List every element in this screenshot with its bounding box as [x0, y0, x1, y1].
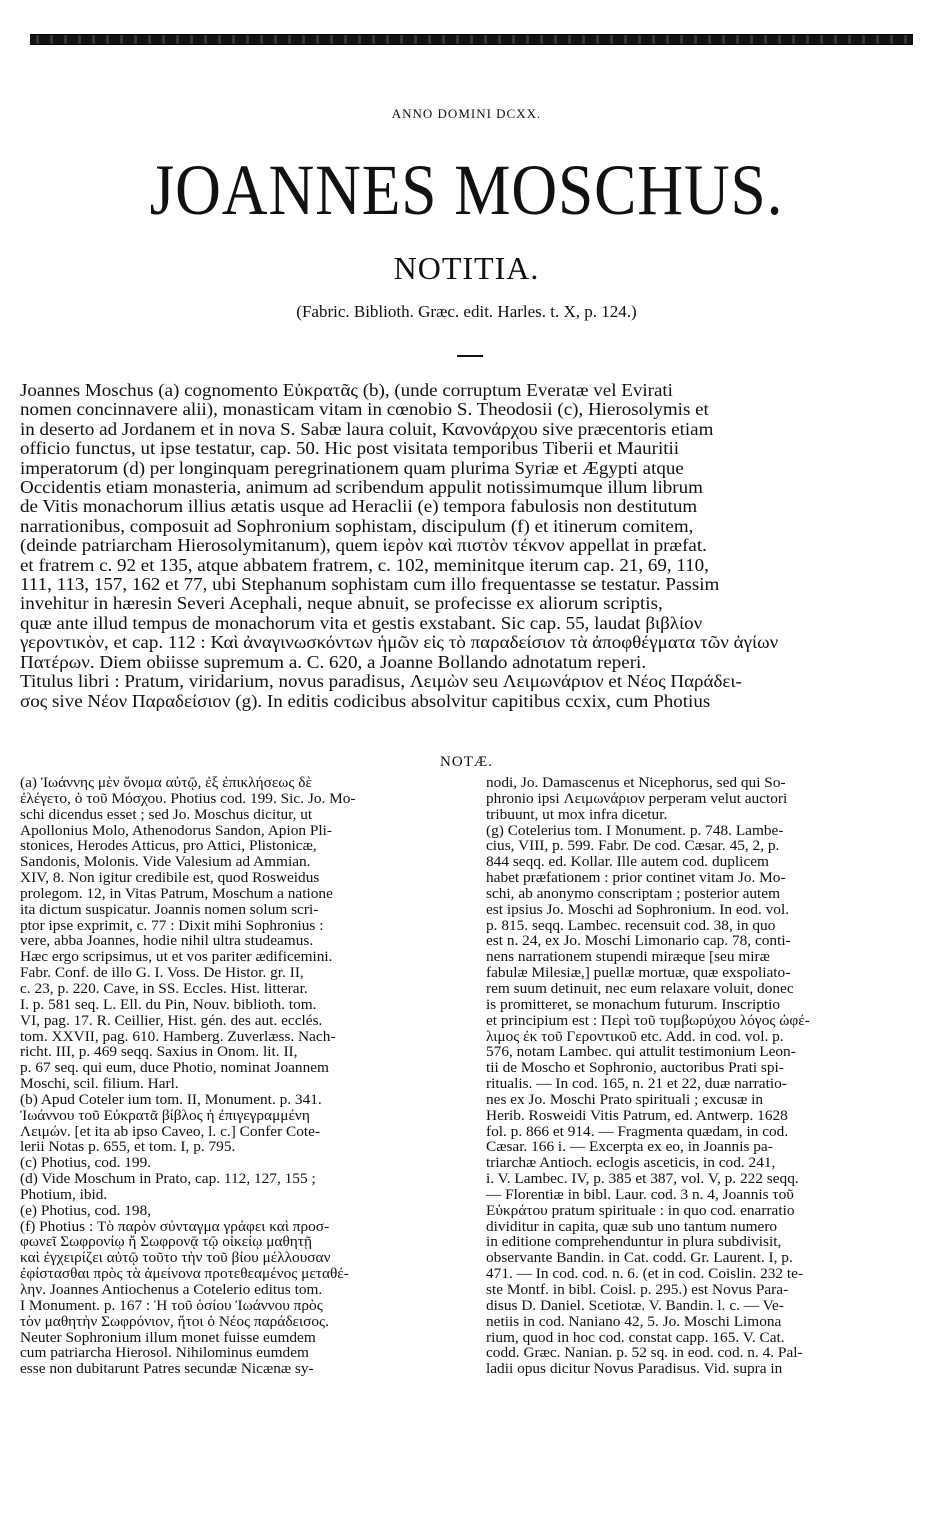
body-line: in deserto ad Jordanem et in nova S. Sabæ laura coluit, Κανονάρχου sive præcentoris etiam [20, 419, 714, 439]
note-line: tribuunt, ut mox infra dicetur. [486, 807, 668, 823]
note-line: dividitur in capita, quæ sub uno tantum numero [486, 1219, 778, 1235]
notes-column-right [486, 776, 911, 1378]
note-line: codd. Græc. Nanian. p. 52 sq. in eod. cod. n. 4. Pal- [486, 1346, 803, 1362]
page-title: JOANNES MOSCHUS. [149, 150, 784, 230]
note-line: tom. XXVII, pag. 610. Hamberg. Zuverlæss. Nach- [20, 1029, 336, 1045]
note-line: nens narrationem stupendi miræque [seu miræ [486, 950, 770, 966]
note-line: esse non dubitarunt Patres secundæ Nicænæ sy- [20, 1362, 314, 1378]
body-line: Titulus libri : Pratum, viridarium, novus paradisus, Λειμὼν seu Λειμωνάριον et Νέος Παράδει- [20, 672, 742, 692]
note-line: ἐφίστασθαι πρὸς τὰ ἀμείνονα προτεθεαμένος μεταθέ- [20, 1267, 349, 1283]
note-line: triarchæ Antioch. eclogis asceticis, in cod. 241, [486, 1156, 776, 1172]
note-line: stonices, Herodes Atticus, pro Attici, Plistonicæ, [20, 839, 317, 855]
note-line: lerii Notas p. 655, et tom. I, p. 795. [20, 1140, 236, 1156]
note-line: habet præfationem : prior continet vitam Jo. Mo- [486, 871, 786, 887]
note-line: et principium est : Περὶ τοῦ τυμβωρύχου λόγος ὠφέ- [486, 1013, 810, 1029]
note-line: cius, VIII, p. 599. Fabr. De cod. Cæsar. 45, 2, p. [486, 839, 780, 855]
note-line: φωνεῖ Σωφρονίῳ ἤ Σωφρονᾷ τῷ οἰκείῳ μαθητῇ [20, 1235, 312, 1251]
body-line: Joannes Moschus (a) cognomento Εὐκρατᾶς (b), (unde corruptum Everatæ vel Evirati [20, 381, 673, 400]
section-subtitle: NOTITIA. [393, 250, 540, 286]
note-line: nodi, Jo. Damascenus et Nicephorus, sed qui So- [486, 776, 786, 791]
body-line: Πατέρων. Diem obiisse supremum a. C. 620, a Joanne Bollando adnotatum reperi. [20, 652, 647, 672]
note-line: καὶ ἐγχειρίζει αὐτῷ τοῦτο τὴν τοῦ βίου μέλλουσαν [20, 1251, 331, 1267]
body-line: 111, 113, 157, 162 et 77, ubi Stephanum sophistam cum illo frequentasse se testatur. Passim [20, 575, 720, 595]
note-line: is promitteret, se monachum futurum. Inscriptio [486, 997, 781, 1013]
body-line: et fratrem c. 92 et 135, atque abbatem fratrem, c. 102, meminitque iterum cap. 21, 69, 110, [20, 555, 709, 575]
note-line: Sandonis, Molonis. Vide Valesium ad Ammian. [20, 855, 311, 871]
note-line: τὸν μαθητὴν Σωφρόνιον, ἤτοι ὁ Νέος παράδεισος. [20, 1314, 329, 1330]
note-line: Εὐκράτου pratum spirituale : in quo cod. enarratio [486, 1203, 795, 1219]
running-head: ANNO DOMINI DCXX. [391, 106, 542, 121]
note-line: richt. III, p. 469 seqq. Saxius in Onom. lit. II, [20, 1045, 298, 1061]
separator-dash [457, 355, 483, 357]
body-line: Occidentis etiam monasteria, animum ad scribendum appulit notissimumque illum librum [20, 478, 703, 498]
note-line: fabulæ Milesiæ,] puellæ mortuæ, quæ exspoliato- [486, 966, 791, 982]
note-line: (a) Ἰωάννης μὲν ὄνομα αὐτῷ, ἐξ ἐπικλήσεως δὲ [20, 776, 312, 791]
note-line: 844 seqq. ed. Kollar. Ille autem cod. duplicem [486, 855, 769, 871]
note-line: Neuter Sophronium illum monet fuisse eumdem [20, 1330, 316, 1346]
note-line: ita dictum suspicatur. Joannis nomen solum scri- [20, 902, 319, 918]
note-line: prolegom. 12, in Vitas Patrum, Moschum a natione [20, 886, 333, 902]
note-line: Fabr. Conf. de illo G. I. Voss. De Histor. gr. II, [20, 966, 304, 982]
note-line: ritualis. — In cod. 165, n. 21 et 22, duæ narratio- [486, 1077, 787, 1093]
notes-column-left [20, 776, 445, 1378]
note-line: XIV, 8. Non igitur credibile est, quod Rosweidus [20, 871, 320, 887]
note-line: ste Montf. in bibl. Coisl. p. 295.) est Novus Para- [486, 1283, 789, 1298]
note-line: p. 815. seqq. Lambec. recensuit cod. 38, in quo [486, 918, 776, 934]
note-line: Cæsar. 166 i. — Excerpta ex eo, in Joannis pa- [486, 1140, 773, 1156]
note-line: (f) Photius : Τὸ παρὸν σύνταγμα γράφει καὶ προσ- [20, 1219, 330, 1235]
body-line: narrationibus, composuit ad Sophronium sophistam, discipulum (f) et itinerum comitem, [20, 516, 694, 536]
body-text [20, 381, 915, 711]
note-line: 576, notam Lambec. qui attulit testimonium Leon- [486, 1045, 796, 1061]
note-line: c. 23, p. 220. Cave, in SS. Eccles. Hist. litterar. [20, 981, 308, 997]
note-line: Apollonius Molo, Athenodorus Sandon, Apion Pli- [20, 823, 333, 839]
note-line: ἐλέγετο, ὁ τοῦ Μόσχου. Photius cod. 199. Sic. Jo. Mo- [20, 791, 356, 807]
note-line: ladii opus dicitur Novus Paradisus. Vid. supra in [486, 1362, 783, 1378]
notes-heading: NOTÆ. [440, 754, 493, 770]
note-line: (d) Vide Moschum in Prato, cap. 112, 127, 155 ; [20, 1172, 316, 1188]
note-line: (c) Photius, cod. 199. [20, 1156, 152, 1172]
note-line: rium, quod in hoc cod. constat capp. 165. V. Cat. [486, 1330, 785, 1346]
note-line: Photium, ibid. [20, 1187, 108, 1203]
body-line: nomen concinnavere alii), monasticam vitam in cœnobio S. Theodosii (c), Hierosolymis et [20, 400, 709, 420]
note-line: est ipsius Jo. Moschi ad Sophronium. In eod. vol. [486, 902, 790, 918]
body-line: invehitur in hæresin Severi Acephali, neque abnuit, se profecisse ex aliorum scriptis, [20, 594, 663, 614]
body-line: γεροντικὸν, et cap. 112 : Καὶ ἀναγινωσκόντων ἡμῶν εἰς τὸ παραδείσιον τὰ ἀποφθέγματα τῶν ἁγίων [20, 633, 779, 653]
note-line: schi dicendus esset ; sed Jo. Moschus dicitur, ut [20, 807, 313, 823]
note-line: rem suum detinuit, nec eum relaxare voluit, donec [486, 981, 794, 997]
note-line: fol. p. 866 et 914. — Fragmenta quædam, in cod. [486, 1124, 789, 1140]
note-line: ptor ipse exprimit, c. 77 : Dixit mihi Sophronius : [20, 918, 324, 934]
body-line: imperatorum (d) per longinquam peregrinationem quam plurima Syriæ et Ægypti atque [20, 458, 684, 478]
note-line: phronio ipsi Λειμωνάριον perperam velut auctori [486, 791, 788, 807]
note-line: Hæc ergo scripsimus, ut et vos pariter ædificemini. [20, 950, 333, 966]
note-line: I. p. 581 seq. L. Ell. du Pin, Nouv. biblioth. tom. [20, 997, 317, 1013]
note-line: VI, pag. 17. R. Ceillier, Hist. gén. des aut. ecclés. [20, 1013, 323, 1029]
note-line: Λειμών. [et ita ab ipso Caveo, l. c.] Confer Cote- [20, 1124, 321, 1140]
note-line: netiis in cod. Naniano 42, 5. Jo. Moschi Limona [486, 1314, 782, 1330]
body-line: de Vitis monachorum illius ætatis usque ad Heraclii (e) tempora fabulosis non destitutum [20, 497, 698, 517]
source-citation: (Fabric. Biblioth. Græc. edit. Harles. t. X, p. 124.) [296, 302, 637, 321]
note-line: λην. Joannes Antiochenus a Cotelerio editus tom. [20, 1283, 323, 1298]
note-line: (g) Cotelerius tom. I Monument. p. 748. Lambe- [486, 823, 784, 839]
note-line: Herib. Rosweidi Vitis Patrum, ed. Antwerp. 1628 [486, 1108, 788, 1124]
note-line: nes ex Jo. Moschi Prato spirituali ; excusæ in [486, 1092, 764, 1108]
note-line: (e) Photius, cod. 198, [20, 1203, 152, 1219]
body-line: officio functus, ut ipse testatur, cap. 50. Hic post visitata temporibus Tiberii et Mauritii [20, 439, 680, 459]
note-line: (b) Apud Coteler ium tom. II, Monument. p. 341. [20, 1092, 322, 1108]
top-ornamental-rule [30, 34, 913, 45]
note-line: observante Bandin. in Cat. codd. Gr. Laurent. I, p. [486, 1251, 793, 1267]
note-line: — Florentiæ in bibl. Laur. cod. 3 n. 4, Joannis τοῦ [486, 1187, 794, 1203]
note-line: cum patriarcha Hierosol. Nihilominus eumdem [20, 1346, 309, 1362]
body-line: (deinde patriarcham Hierosolymitanum), quem ἱερὸν καὶ πιστὸν τέκνον appellat in præfat. [20, 536, 707, 556]
note-line: p. 67 seq. qui eum, duce Photio, nominat Joannem [20, 1061, 329, 1077]
body-line: σος sive Νέον Παραδείσιον (g). In editis codicibus absolvitur capitibus ccxix, cum Photius [20, 691, 711, 711]
note-line: est n. 24, ex Jo. Moschi Limonario cap. 78, conti- [486, 934, 791, 950]
note-line: schi, ab anonymo conscriptam ; posterior autem [486, 886, 781, 902]
note-line: vere, abba Joannes, hodie nihil ultra studeamus. [20, 934, 314, 950]
note-line: i. V. Lambec. IV, p. 385 et 387, vol. V, p. 222 seqq. [486, 1172, 799, 1188]
note-line: in editione comprehenduntur in plura subdivisit, [486, 1235, 782, 1251]
note-line: disus D. Daniel. Scetiotæ. V. Bandin. l. c. — Ve- [486, 1298, 784, 1314]
note-line: tii de Moscho et Sophronio, auctoribus Prati spi- [486, 1061, 784, 1077]
note-line: 471. — In cod. cod. n. 6. (et in cod. Coislin. 232 te- [486, 1267, 804, 1283]
note-line: I Monument. p. 167 : Ἡ τοῦ ὁσίου Ἰωάννου πρὸς [20, 1298, 323, 1314]
note-line: Moschi, scil. filium. Harl. [20, 1077, 179, 1093]
body-line: quæ ante illud tempus de monachorum vita et gestis exstabant. Sic cap. 55, laudat βιβλίον [20, 613, 703, 633]
note-line: λιμος ἐκ τοῦ Γεροντικοῦ etc. Add. in cod. vol. p. [486, 1029, 784, 1045]
note-line: Ἰωάννου τοῦ Εὐκρατᾶ βίβλος ἡ ἐπιγεγραμμένη [20, 1108, 310, 1124]
